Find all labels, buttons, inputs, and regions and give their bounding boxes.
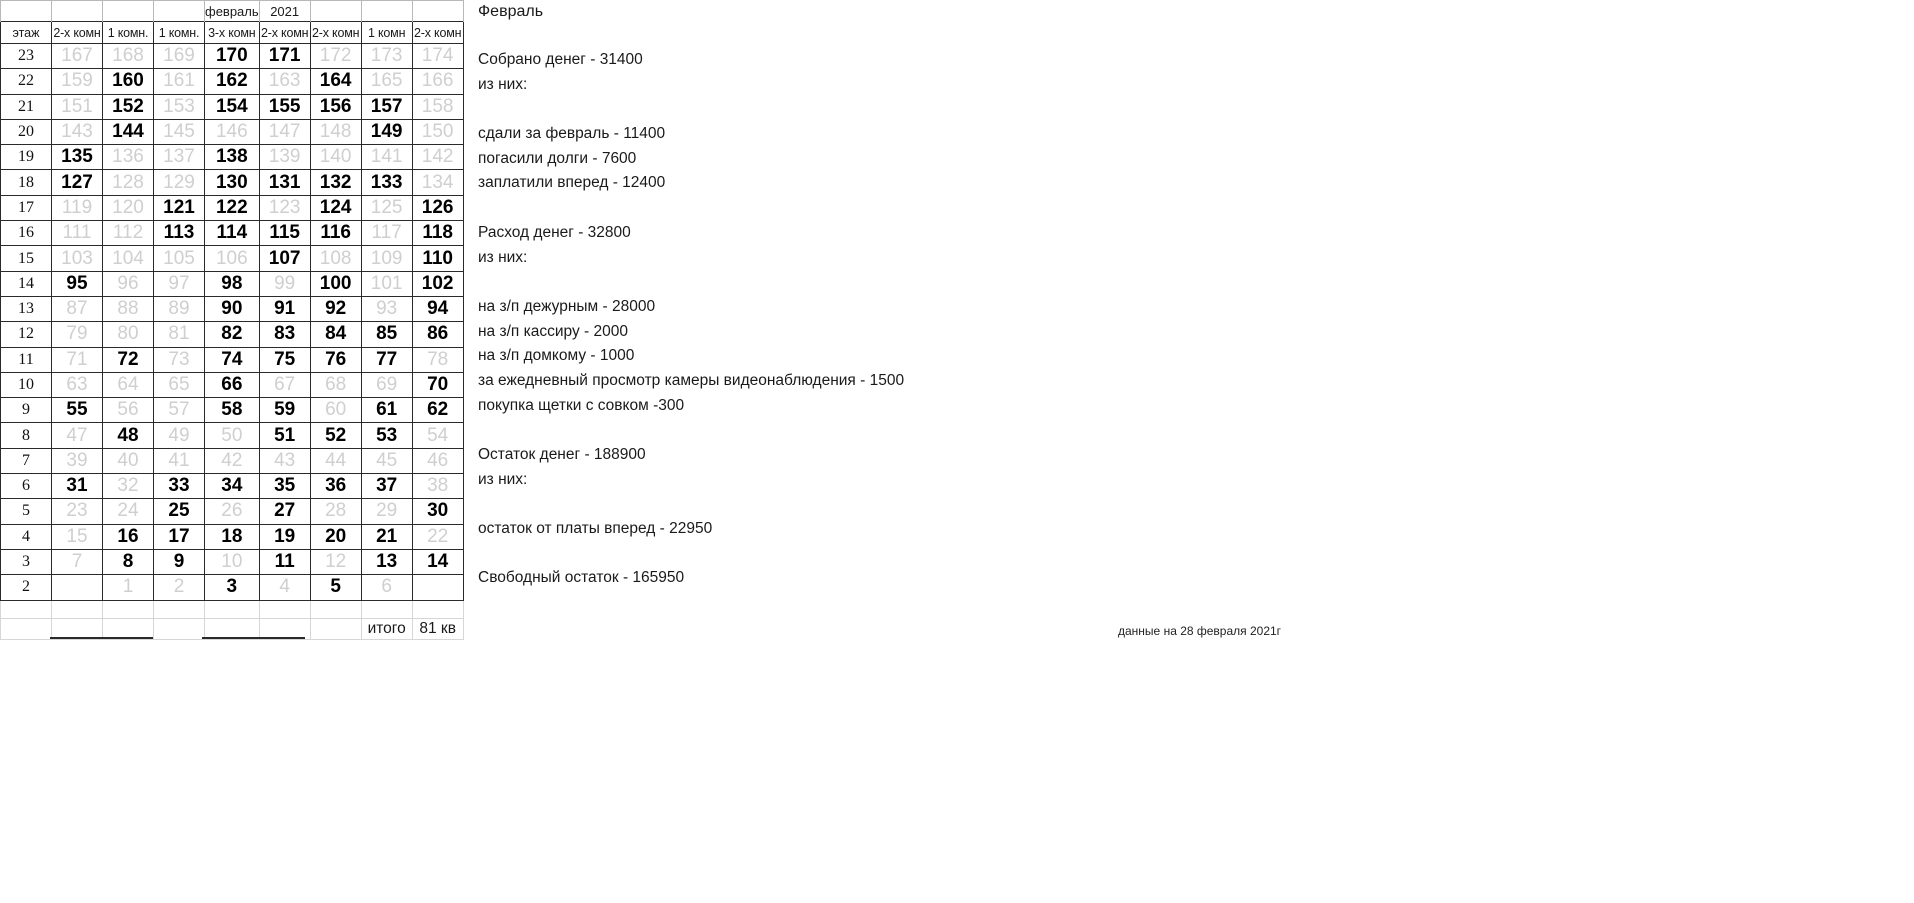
apartment-cell-102[interactable]: 102	[412, 271, 463, 296]
empty-cell[interactable]	[310, 600, 361, 618]
apartment-cell-54[interactable]: 54	[412, 423, 463, 448]
floor-label[interactable]: 19	[1, 145, 52, 170]
apartment-cell-150[interactable]: 150	[412, 119, 463, 144]
report-line	[478, 270, 904, 295]
apartment-cell-7[interactable]: 7	[52, 549, 103, 574]
apartment-cell-26[interactable]: 26	[205, 499, 260, 524]
apartment-cell-77[interactable]: 77	[361, 347, 412, 372]
apartment-cell-22[interactable]: 22	[412, 524, 463, 549]
apartment-cell-63[interactable]: 63	[52, 372, 103, 397]
column-header[interactable]: 2-х комн	[310, 22, 361, 44]
empty-cell[interactable]	[310, 1, 361, 22]
apartment-cell-34[interactable]: 34	[205, 474, 260, 499]
report-line	[478, 97, 904, 122]
floor-row-6	[1, 474, 464, 499]
empty-cell[interactable]	[52, 575, 103, 600]
floor-row-16	[1, 221, 464, 246]
floor-row-15	[1, 246, 464, 271]
apartment-cell-87[interactable]: 87	[52, 296, 103, 321]
table-bottom-border-segment	[50, 637, 153, 639]
apartment-cell-125[interactable]: 125	[361, 195, 412, 220]
apartment-cell-122[interactable]: 122	[205, 195, 260, 220]
apartment-cell-75[interactable]: 75	[259, 347, 310, 372]
apartment-cell-137[interactable]: 137	[154, 145, 205, 170]
apartment-cell-155[interactable]: 155	[259, 94, 310, 119]
apartment-cell-58[interactable]: 58	[205, 398, 260, 423]
apartment-cell-40[interactable]: 40	[103, 448, 154, 473]
empty-cell[interactable]	[154, 600, 205, 618]
apartment-cell-142[interactable]: 142	[412, 145, 463, 170]
floor-label[interactable]: 18	[1, 170, 52, 195]
apartment-cell-19[interactable]: 19	[259, 524, 310, 549]
apartment-cell-115[interactable]: 115	[259, 221, 310, 246]
apartment-cell-151[interactable]: 151	[52, 94, 103, 119]
floor-label[interactable]: 23	[1, 44, 52, 69]
apartment-cell-167[interactable]: 167	[52, 44, 103, 69]
blank-row	[1, 600, 464, 618]
report-line: Остаток денег - 188900	[478, 446, 646, 463]
empty-cell[interactable]	[103, 600, 154, 618]
apartment-cell-25[interactable]: 25	[154, 499, 205, 524]
column-header[interactable]: 1 комн.	[103, 22, 154, 44]
empty-cell[interactable]	[103, 1, 154, 22]
floor-row-22	[1, 69, 464, 94]
apartment-cell-174[interactable]: 174	[412, 44, 463, 69]
apartment-cell-69[interactable]: 69	[361, 372, 412, 397]
floor-label[interactable]: 16	[1, 221, 52, 246]
apartment-cell-6[interactable]: 6	[361, 575, 412, 600]
apartment-cell-117[interactable]: 117	[361, 221, 412, 246]
report-line	[478, 492, 904, 517]
apartment-cell-144[interactable]: 144	[103, 119, 154, 144]
apartment-cell-16[interactable]: 16	[103, 524, 154, 549]
report-line: заплатили вперед - 12400	[478, 174, 666, 192]
apartment-cell-86[interactable]: 86	[412, 322, 463, 347]
column-header[interactable]: 2-х комн	[412, 22, 463, 44]
floor-row-10	[1, 372, 464, 397]
apartment-cell-28[interactable]: 28	[310, 499, 361, 524]
report-line	[478, 542, 904, 567]
empty-cell[interactable]	[205, 600, 260, 618]
floor-row-8	[1, 423, 464, 448]
report-line: погасили долги - 7600	[478, 149, 637, 167]
apartment-cell-20[interactable]: 20	[310, 524, 361, 549]
apartment-cell-154[interactable]: 154	[205, 94, 260, 119]
apartment-cell-45[interactable]: 45	[361, 448, 412, 473]
apartment-cell-111[interactable]: 111	[52, 221, 103, 246]
apartment-cell-39[interactable]: 39	[52, 448, 103, 473]
apartment-cell-108[interactable]: 108	[310, 246, 361, 271]
report-footnote: данные на 28 февраля 2021г	[1118, 624, 1282, 638]
floor-label[interactable]: 22	[1, 69, 52, 94]
empty-cell[interactable]	[310, 618, 361, 639]
empty-cell[interactable]	[361, 600, 412, 618]
apartment-cell-4[interactable]: 4	[259, 575, 310, 600]
apartment-cell-106[interactable]: 106	[205, 246, 260, 271]
apartment-cell-51[interactable]: 51	[259, 423, 310, 448]
apartment-cell-29[interactable]: 29	[361, 499, 412, 524]
empty-cell[interactable]	[1, 600, 52, 618]
apartment-cell-126[interactable]: 126	[412, 195, 463, 220]
apartment-cell-110[interactable]: 110	[412, 246, 463, 271]
floor-label[interactable]: 9	[1, 398, 52, 423]
apartment-cell-129[interactable]: 129	[154, 170, 205, 195]
apartment-cell-30[interactable]: 30	[412, 499, 463, 524]
month-title-row	[1, 1, 464, 22]
apartment-cell-134[interactable]: 134	[412, 170, 463, 195]
apartment-cell-90[interactable]: 90	[205, 296, 260, 321]
report-line: на з/п домкому - 1000	[478, 347, 635, 365]
floor-label[interactable]: 8	[1, 423, 52, 448]
apartment-cell-123[interactable]: 123	[259, 195, 310, 220]
apartment-cell-145[interactable]: 145	[154, 119, 205, 144]
empty-cell[interactable]	[412, 600, 463, 618]
apartment-cell-57[interactable]: 57	[154, 398, 205, 423]
apartment-cell-93[interactable]: 93	[361, 296, 412, 321]
apartment-cell-53[interactable]: 53	[361, 423, 412, 448]
empty-cell[interactable]	[1, 1, 52, 22]
apartment-cell-47[interactable]: 47	[52, 423, 103, 448]
apartment-cell-133[interactable]: 133	[361, 170, 412, 195]
floor-row-21	[1, 94, 464, 119]
column-header[interactable]: 3-х комн	[205, 22, 260, 44]
floor-label[interactable]: 20	[1, 119, 52, 144]
apartment-cell-119[interactable]: 119	[52, 195, 103, 220]
floor-label[interactable]: 10	[1, 372, 52, 397]
apartment-cell-140[interactable]: 140	[310, 145, 361, 170]
empty-cell[interactable]	[361, 1, 412, 22]
apartment-cell-103[interactable]: 103	[52, 246, 103, 271]
floor-row-3	[1, 549, 464, 574]
apartment-cell-49[interactable]: 49	[154, 423, 205, 448]
apartment-cell-156[interactable]: 156	[310, 94, 361, 119]
apartment-cell-112[interactable]: 112	[103, 221, 154, 246]
apartment-cell-127[interactable]: 127	[52, 170, 103, 195]
floor-row-11	[1, 347, 464, 372]
apartment-cell-135[interactable]: 135	[52, 145, 103, 170]
apartment-cell-85[interactable]: 85	[361, 322, 412, 347]
report-line	[478, 196, 904, 221]
apartment-cell-1[interactable]: 1	[103, 575, 154, 600]
apartment-cell-3[interactable]: 3	[205, 575, 260, 600]
apartment-cell-17[interactable]: 17	[154, 524, 205, 549]
totals-value-cell[interactable]: 81 кв	[412, 618, 463, 639]
apartment-cell-94[interactable]: 94	[412, 296, 463, 321]
floor-label[interactable]: 3	[1, 549, 52, 574]
apartment-cell-8[interactable]: 8	[103, 549, 154, 574]
apartment-cell-44[interactable]: 44	[310, 448, 361, 473]
apartment-cell-80[interactable]: 80	[103, 322, 154, 347]
apartment-cell-15[interactable]: 15	[52, 524, 103, 549]
apartment-cell-72[interactable]: 72	[103, 347, 154, 372]
apartment-cell-113[interactable]: 113	[154, 221, 205, 246]
apartment-cell-88[interactable]: 88	[103, 296, 154, 321]
apartment-cell-120[interactable]: 120	[103, 195, 154, 220]
empty-cell[interactable]	[154, 618, 205, 639]
apartment-cell-37[interactable]: 37	[361, 474, 412, 499]
apartment-cell-162[interactable]: 162	[205, 69, 260, 94]
apartment-cell-98[interactable]: 98	[205, 271, 260, 296]
report-line: из них:	[478, 75, 528, 93]
report-line: из них:	[478, 248, 528, 266]
floor-row-23	[1, 44, 464, 69]
floor-row-13	[1, 296, 464, 321]
floor-row-4	[1, 524, 464, 549]
apartment-cell-21[interactable]: 21	[361, 524, 412, 549]
report-line: на з/п кассиру - 2000	[478, 322, 628, 340]
apartment-cell-78[interactable]: 78	[412, 347, 463, 372]
report-line: Расход денег - 32800	[478, 223, 631, 241]
apartment-cell-99[interactable]: 99	[259, 271, 310, 296]
apartment-cell-168[interactable]: 168	[103, 44, 154, 69]
floor-label[interactable]: 13	[1, 296, 52, 321]
column-header[interactable]: 1 комн	[361, 22, 412, 44]
report-line: покупка щетки с совком -300	[478, 396, 685, 414]
apartment-cell-2[interactable]: 2	[154, 575, 205, 600]
apartment-cell-171[interactable]: 171	[259, 44, 310, 69]
floor-row-14	[1, 271, 464, 296]
empty-cell[interactable]	[103, 618, 154, 639]
floor-label[interactable]: 4	[1, 524, 52, 549]
floor-label[interactable]: 7	[1, 448, 52, 473]
apartment-cell-73[interactable]: 73	[154, 347, 205, 372]
apartment-cell-92[interactable]: 92	[310, 296, 361, 321]
report-line: остаток от платы вперед - 22950	[478, 520, 713, 538]
apartment-cell-61[interactable]: 61	[361, 398, 412, 423]
year-cell[interactable]: 2021	[259, 1, 310, 22]
apartment-cell-158[interactable]: 158	[412, 94, 463, 119]
report-line: за ежедневный просмотр камеры видеонаблюдения - 1500	[478, 371, 905, 389]
apartment-cell-116[interactable]: 116	[310, 221, 361, 246]
apartment-cell-43[interactable]: 43	[259, 448, 310, 473]
table-bottom-border-segment	[202, 637, 305, 639]
apartment-cell-97[interactable]: 97	[154, 271, 205, 296]
apartment-cell-36[interactable]: 36	[310, 474, 361, 499]
apartment-cell-14[interactable]: 14	[412, 549, 463, 574]
apartment-cell-67[interactable]: 67	[259, 372, 310, 397]
empty-cell[interactable]	[52, 600, 103, 618]
apartment-cell-35[interactable]: 35	[259, 474, 310, 499]
apartment-cell-170[interactable]: 170	[205, 44, 260, 69]
apartment-cell-164[interactable]: 164	[310, 69, 361, 94]
apartment-cell-130[interactable]: 130	[205, 170, 260, 195]
apartment-cell-132[interactable]: 132	[310, 170, 361, 195]
apartment-cell-41[interactable]: 41	[154, 448, 205, 473]
report-line	[478, 418, 904, 443]
apartment-cell-31[interactable]: 31	[52, 474, 103, 499]
apartment-cell-33[interactable]: 33	[154, 474, 205, 499]
apartment-cell-148[interactable]: 148	[310, 119, 361, 144]
floor-label[interactable]: 6	[1, 474, 52, 499]
column-header-row	[1, 22, 464, 44]
apartment-cell-128[interactable]: 128	[103, 170, 154, 195]
apartment-cell-64[interactable]: 64	[103, 372, 154, 397]
floor-row-20	[1, 119, 464, 144]
totals-label-cell[interactable]: итого	[361, 618, 412, 639]
apartment-cell-89[interactable]: 89	[154, 296, 205, 321]
apartment-cell-81[interactable]: 81	[154, 322, 205, 347]
floor-label[interactable]: 14	[1, 271, 52, 296]
totals-row	[1, 618, 464, 639]
apartment-cell-5[interactable]: 5	[310, 575, 361, 600]
apartment-cell-76[interactable]: 76	[310, 347, 361, 372]
apartment-cell-52[interactable]: 52	[310, 423, 361, 448]
floor-row-12	[1, 322, 464, 347]
apartment-cell-96[interactable]: 96	[103, 271, 154, 296]
apartment-cell-165[interactable]: 165	[361, 69, 412, 94]
floor-row-18	[1, 170, 464, 195]
apartment-cell-83[interactable]: 83	[259, 322, 310, 347]
apartment-cell-66[interactable]: 66	[205, 372, 260, 397]
apartment-cell-84[interactable]: 84	[310, 322, 361, 347]
apartment-cell-24[interactable]: 24	[103, 499, 154, 524]
apartment-cell-82[interactable]: 82	[205, 322, 260, 347]
apartment-cell-107[interactable]: 107	[259, 246, 310, 271]
floor-label[interactable]: 17	[1, 195, 52, 220]
apartment-cell-56[interactable]: 56	[103, 398, 154, 423]
apartment-cell-79[interactable]: 79	[52, 322, 103, 347]
apartment-cell-27[interactable]: 27	[259, 499, 310, 524]
floor-row-9	[1, 398, 464, 423]
report-lines	[478, 48, 904, 591]
apartment-cell-160[interactable]: 160	[103, 69, 154, 94]
apartment-cell-95[interactable]: 95	[52, 271, 103, 296]
month-cell[interactable]: февраль	[205, 1, 260, 22]
apartment-cell-146[interactable]: 146	[205, 119, 260, 144]
apartment-cell-173[interactable]: 173	[361, 44, 412, 69]
apartment-cell-13[interactable]: 13	[361, 549, 412, 574]
apartment-cell-163[interactable]: 163	[259, 69, 310, 94]
apartment-cell-172[interactable]: 172	[310, 44, 361, 69]
apartment-cell-138[interactable]: 138	[205, 145, 260, 170]
apartment-cell-152[interactable]: 152	[103, 94, 154, 119]
floor-label[interactable]: 12	[1, 322, 52, 347]
apartment-cell-70[interactable]: 70	[412, 372, 463, 397]
floor-label[interactable]: 11	[1, 347, 52, 372]
apartment-cell-62[interactable]: 62	[412, 398, 463, 423]
apartment-cell-139[interactable]: 139	[259, 145, 310, 170]
report-line: на з/п дежурным - 28000	[478, 297, 656, 315]
column-header[interactable]: 2-х комн	[52, 22, 103, 44]
apartment-cell-100[interactable]: 100	[310, 271, 361, 296]
apartment-cell-65[interactable]: 65	[154, 372, 205, 397]
report-title: Февраль	[478, 3, 544, 20]
floor-row-19	[1, 145, 464, 170]
apartment-cell-74[interactable]: 74	[205, 347, 260, 372]
apartment-cell-60[interactable]: 60	[310, 398, 361, 423]
column-header[interactable]: 1 комн.	[154, 22, 205, 44]
empty-cell[interactable]	[154, 1, 205, 22]
apartment-cell-18[interactable]: 18	[205, 524, 260, 549]
empty-cell[interactable]	[259, 600, 310, 618]
floor-label[interactable]: 21	[1, 94, 52, 119]
apartment-cell-121[interactable]: 121	[154, 195, 205, 220]
report-line: Собрано денег - 31400	[478, 51, 643, 68]
floor-label[interactable]: 2	[1, 575, 52, 600]
apartment-cell-46[interactable]: 46	[412, 448, 463, 473]
floor-row-2	[1, 575, 464, 600]
report-line: из них:	[478, 470, 528, 488]
empty-cell[interactable]	[52, 1, 103, 22]
apartment-cell-166[interactable]: 166	[412, 69, 463, 94]
apartment-cell-59[interactable]: 59	[259, 398, 310, 423]
apartment-cell-105[interactable]: 105	[154, 246, 205, 271]
apartment-cell-9[interactable]: 9	[154, 549, 205, 574]
apartment-cell-10[interactable]: 10	[205, 549, 260, 574]
apartment-cell-101[interactable]: 101	[361, 271, 412, 296]
empty-cell[interactable]	[52, 618, 103, 639]
apartment-cell-71[interactable]: 71	[52, 347, 103, 372]
apartment-cell-147[interactable]: 147	[259, 119, 310, 144]
apartment-cell-23[interactable]: 23	[52, 499, 103, 524]
column-header[interactable]: 2-х комн	[259, 22, 310, 44]
apartment-cell-131[interactable]: 131	[259, 170, 310, 195]
floor-label[interactable]: 5	[1, 499, 52, 524]
apartment-cell-161[interactable]: 161	[154, 69, 205, 94]
floor-label[interactable]: 15	[1, 246, 52, 271]
apartment-cell-50[interactable]: 50	[205, 423, 260, 448]
apartment-cell-157[interactable]: 157	[361, 94, 412, 119]
apartment-cell-68[interactable]: 68	[310, 372, 361, 397]
empty-cell[interactable]	[412, 575, 463, 600]
apartment-cell-124[interactable]: 124	[310, 195, 361, 220]
apartment-cell-42[interactable]: 42	[205, 448, 260, 473]
floor-row-5	[1, 499, 464, 524]
apartment-cell-109[interactable]: 109	[361, 246, 412, 271]
apartments-table	[0, 0, 464, 640]
report-line: Свободный остаток - 165950	[478, 569, 685, 587]
apartment-cell-118[interactable]: 118	[412, 221, 463, 246]
apartment-cell-55[interactable]: 55	[52, 398, 103, 423]
apartment-cell-143[interactable]: 143	[52, 119, 103, 144]
apartment-cell-159[interactable]: 159	[52, 69, 103, 94]
apartment-cell-11[interactable]: 11	[259, 549, 310, 574]
apartment-cell-104[interactable]: 104	[103, 246, 154, 271]
apartment-cell-149[interactable]: 149	[361, 119, 412, 144]
apartment-cell-48[interactable]: 48	[103, 423, 154, 448]
apartment-cell-153[interactable]: 153	[154, 94, 205, 119]
empty-cell[interactable]	[205, 618, 260, 639]
apartment-cell-136[interactable]: 136	[103, 145, 154, 170]
floor-row-17	[1, 195, 464, 220]
apartment-cell-12[interactable]: 12	[310, 549, 361, 574]
apartment-cell-169[interactable]: 169	[154, 44, 205, 69]
apartment-cell-32[interactable]: 32	[103, 474, 154, 499]
empty-cell[interactable]	[1, 618, 52, 639]
floor-header-cell[interactable]: этаж	[1, 22, 52, 44]
apartment-cell-114[interactable]: 114	[205, 221, 260, 246]
empty-cell[interactable]	[412, 1, 463, 22]
floor-row-7	[1, 448, 464, 473]
apartment-cell-38[interactable]: 38	[412, 474, 463, 499]
apartment-cell-91[interactable]: 91	[259, 296, 310, 321]
empty-cell[interactable]	[259, 618, 310, 639]
report-line: сдали за февраль - 11400	[478, 125, 666, 143]
apartment-cell-141[interactable]: 141	[361, 145, 412, 170]
